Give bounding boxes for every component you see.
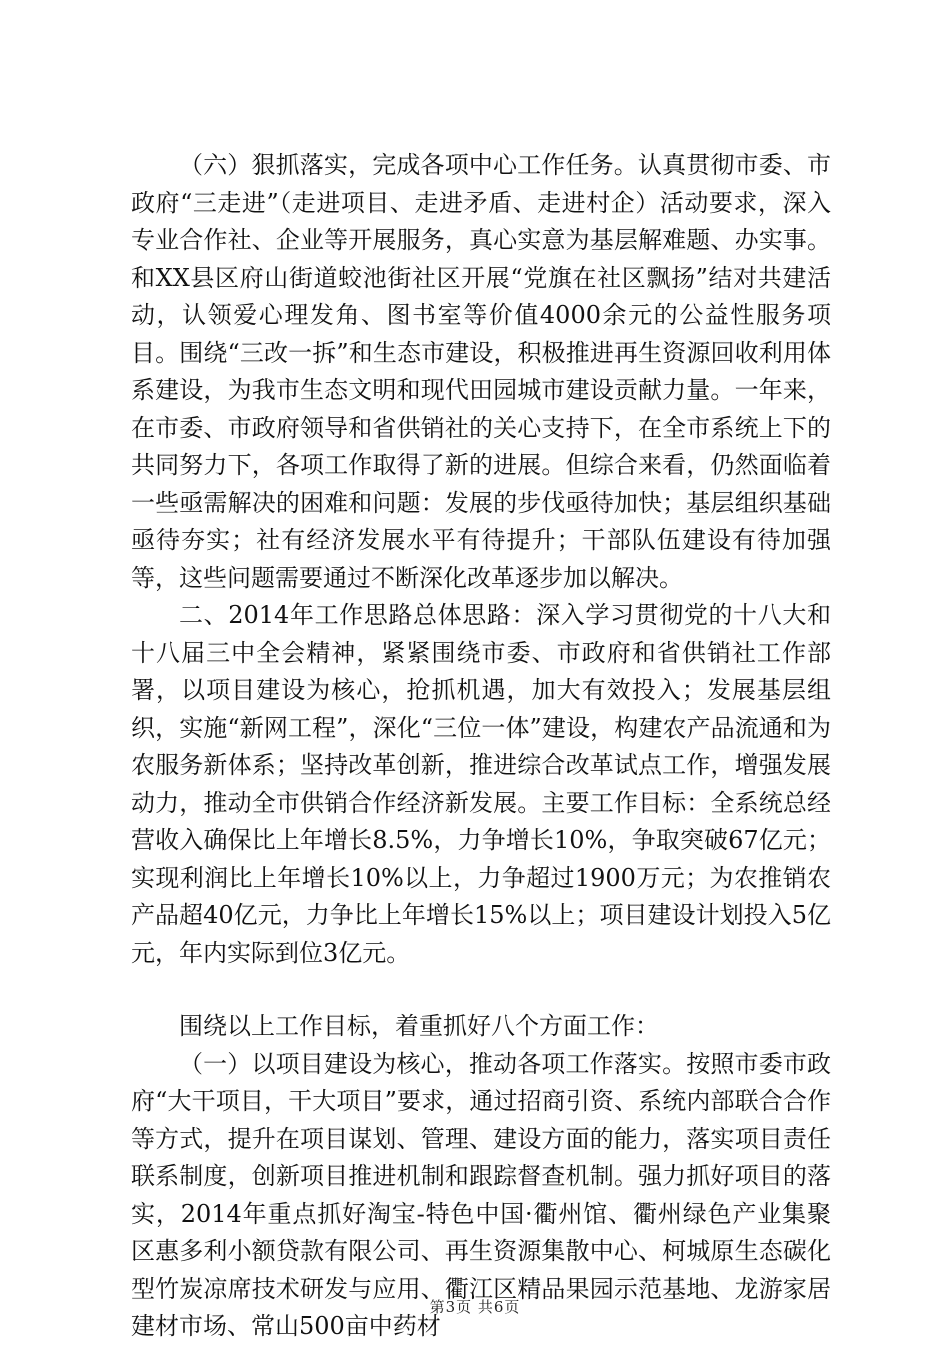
paragraph-gap (131, 972, 831, 1008)
paragraph-one-projects: （一）以项目建设为核心，推动各项工作落实。按照市委市政府“大干项目，干大项目”要求，通过招商引资、系统内部联合合作等方式，提升在项目谋划、管理、建设方面的能力，落实项目责任联系制度，创新项目推进机制和跟踪督查机制。强力抓好项目的落实，2014年重点抓好淘宝-特色中国·衢州馆、衢州绿色产业集聚区惠多利小额贷款有限公司、再生资源集散中心、柯城原生态碳化型竹炭凉席技术研发与应用、衢江区精品果园示范基地、龙游家居建材市场、常山500亩中药材 (131, 1049, 831, 1340)
paragraph-2014-plan: 二、2014年工作思路总体思路：深入学习贯彻党的十八大和十八届三中全会精神，紧紧围绕市委、市政府和省供销社工作部署，以项目建设为核心，抢抓机遇，加大有效投入；发展基层组织，实施“新网工程”，深化“三位一体”建设，构建农产品流通和为农服务新体系；坚持改革创新，推进综合改革试点工作，增强发展动力，推动全市供销合作经济新发展。主要工作目标：全系统总经营收入确保比上年增长8.5%，力争增长10%，争取突破67亿元；实现利润比上年增长10%以上，力争超过1900万元；为农推销农产品超40亿元，力争比上年增长15%以上；项目建设计划投入5亿元，年内实际到位3亿元。 (131, 601, 831, 967)
page-number-footer: 第3页 共6页 (429, 1298, 521, 1316)
paragraph-eight-aspects: 围绕以上工作目标，着重抓好八个方面工作： (179, 1012, 659, 1040)
document-body (131, 147, 831, 1346)
paragraph-six: （六）狠抓落实，完成各项中心工作任务。认真贯彻市委、市政府“三走进”（走进项目、走进矛盾、走进村企）活动要求，深入专业合作社、企业等开展服务，真心实意为基层解难题、办实事。和XX县区府山街道蛟池街社区开展“党旗在社区飘扬”结对共建活动，认领爱心理发角、图书室等价值4000余元的公益性服务项目。围绕“三改一拆”和生态市建设，积极推进再生资源回收利用体系建设，为我市生态文明和现代田园城市建设贡献力量。一年来，在市委、市政府领导和省供销社的关心支持下，在全市系统上下的共同努力下，各项工作取得了新的进展。但综合来看，仍然面临着一些亟需解决的困难和问题：发展的步伐亟待加快；基层组织基础亟待夯实；社有经济发展水平有待提升；干部队伍建设有待加强等，这些问题需要通过不断深化改革逐步加以解决。 (131, 151, 831, 592)
